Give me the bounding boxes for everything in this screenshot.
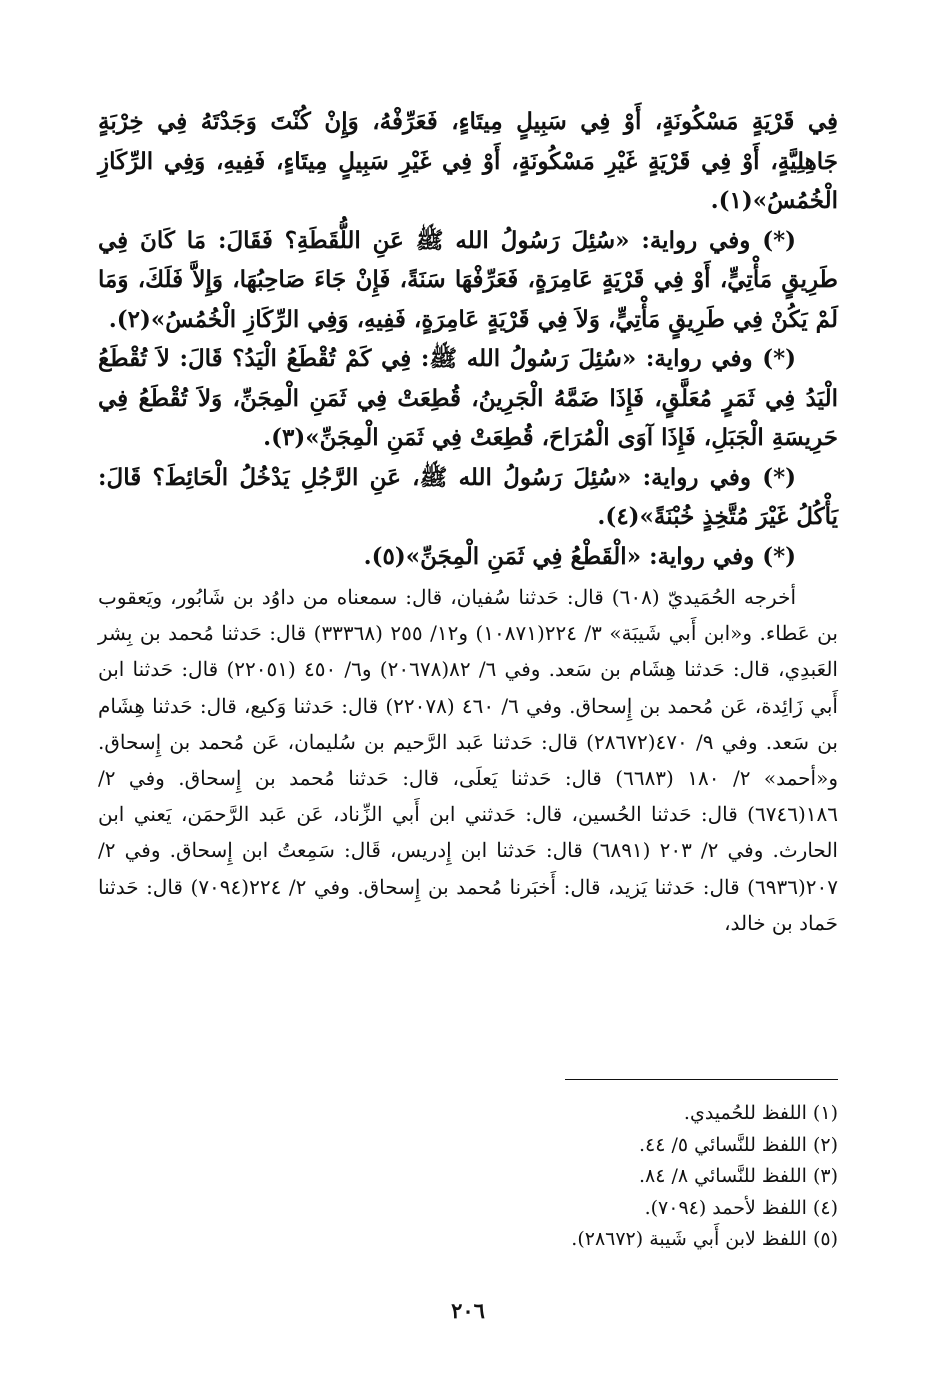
main-text (98, 102, 838, 941)
paragraph-riwaya-luqata: (*) وفي رواية: «سُئِلَ رَسُولُ الله ﷺ عَنِ اللُّقَطَةِ؟ فَقَالَ: مَا كَانَ فِي طَرِيقٍ مَأْتِيٍّ، أَوْ فِي قَرْيَةٍ عَامِرَةٍ، فَعَرِّفْهَا سَنَةً، فَإِنْ جَاءَ صَاحِبُهَا، وَإِلاَّ فَلَكَ، وَمَا لَمْ يَكُنْ فِي طَرِيقٍ مَأْتِيٍّ، وَلاَ فِي قَرْيَةٍ عَامِرَةٍ، فَفِيهِ، وَفِي الرِّكَازِ الْخُمُسُ»(٢). (98, 226, 838, 333)
paragraph-riwaya-qat-al-yad: (*) وفي رواية: «سُئِلَ رَسُولُ الله ﷺ: فِي كَمْ تُقْطَعُ الْيَدُ؟ قَالَ: لاَ تُقْطَعُ الْيَدُ فِي ثَمَرٍ مُعَلَّقٍ، فَإِذَا ضَمَّهُ الْجَرِينُ، قُطِعَتْ فِي ثَمَنِ الْمِجَنِّ، وَلاَ تُقْطَعُ فِي حَرِيسَةِ الْجَبَلِ، فَإِذَا آوَى الْمُرَاحَ، قُطِعَتْ فِي ثَمَنِ الْمِجَنِّ»(٣). (98, 345, 838, 451)
footnote-4: (٤) اللفظ لأحمد (٧٠٩٤). (644, 1196, 838, 1219)
footnote-5: (٥) اللفظ لابن أَبي شَيبة (٢٨٦٧٢). (571, 1228, 838, 1250)
footnote-separator-rule (565, 1079, 838, 1080)
paragraph-hadith-continuation: فِي قَرْيَةٍ مَسْكُونَةٍ، أَوْ فِي سَبِيلٍ مِيتَاءٍ، فَعَرِّفْهُ، وَإِنْ كُنْتَ وَجَدْتَهُ فِي خِرْبَةٍ جَاهِلِيَّةٍ، أَوْ فِي قَرْيَةٍ غَيْرِ مَسْكُونَةٍ، أَوْ فِي غَيْرِ سَبِيلٍ مِيتَاءٍ، فَفِيهِ، وَفِي الرِّكَازِ الْخُمُسُ»(١). (98, 108, 838, 214)
page-number: ٢٠٦ (451, 1298, 485, 1323)
footnote-1: (١) اللفظ للحُميدي. (683, 1102, 838, 1124)
paragraph-takhrij-source: أخرجه الحُمَيديّ (٦٠٨) قال: حَدثنا سُفيان، قال: سمعناه من داوُد بن شَابُور، ويَعقوب بن عَطاء. و«ابن أَبي شَيبَة» ٣/ ٢٢٤(١٠٨٧١) و١٢/ ٢٥٥ (٣٣٣٦٨) قال: حَدثنا مُحمد بن بِشر العَبدِي، قال: حَدثنا هِشَام بن سَعد. وفي ٦/ ٨٢(٢٠٦٧٨) و٦/ ٤٥٠ (٢٢٠٥١) قال: حَدثنا ابن أَبي زَائِدة، عَن مُحمد بن إِسحاق. وفي ٦/ ٤٦٠ (٢٢٠٧٨) قال: حَدثنا وَكيع، قال: حَدثنا هِشَام بن سَعد. وفي ٩/ ٤٧٠(٢٨٦٧٢) قال: حَدثنا عَبد الرَّحيم بن سُليمان، عَن مُحمد بن إِسحاق. و«أحمد» ٢/ ١٨٠ (٦٦٨٣) قال: حَدثنا يَعلَى، قال: حَدثنا مُحمد بن إِسحاق. وفي ٢/ ١٨٦(٦٧٤٦) قال: حَدثنا الحُسين، قال: حَدثني ابن أَبي الزِّناد، عَن عَبد الرَّحمَن، يَعني ابن الحارث. وفي ٢/ ٢٠٣ (٦٨٩١) قال: حَدثنا ابن إِدريس، قَال: سَمِعتُ ابن إِسحاق. وفي ٢/ ٢٠٧(٦٩٣٦) قال: حَدثنا يَزيد، قال: أَخبَرنا مُحمد بن إِسحاق. وفي ٢/ ٢٢٤(٧٠٩٤) قال: حَدثنا حَماد بن خالد، (98, 585, 838, 935)
paragraph-riwaya-al-qat: (*) وفي رواية: «الْقَطْعُ فِي ثَمَنِ الْمِجَنِّ»(٥). (363, 542, 796, 570)
footnote-3: (٣) اللفظ للنَّسائي ٨/ ٨٤. (639, 1165, 838, 1187)
footnotes-list (98, 1098, 838, 1256)
footnote-2: (٢) اللفظ للنَّسائي ٥/ ٤٤. (639, 1133, 838, 1156)
paragraph-riwaya-al-ha-it: (*) وفي رواية: «سُئِلَ رَسُولُ الله ﷺ، عَنِ الرَّجُلِ يَدْخُلُ الْحَائِطَ؟ قَالَ: يَأْكُلُ غَيْرَ مُتَّخِذٍ خُبْنَةً»(٤). (98, 463, 838, 530)
